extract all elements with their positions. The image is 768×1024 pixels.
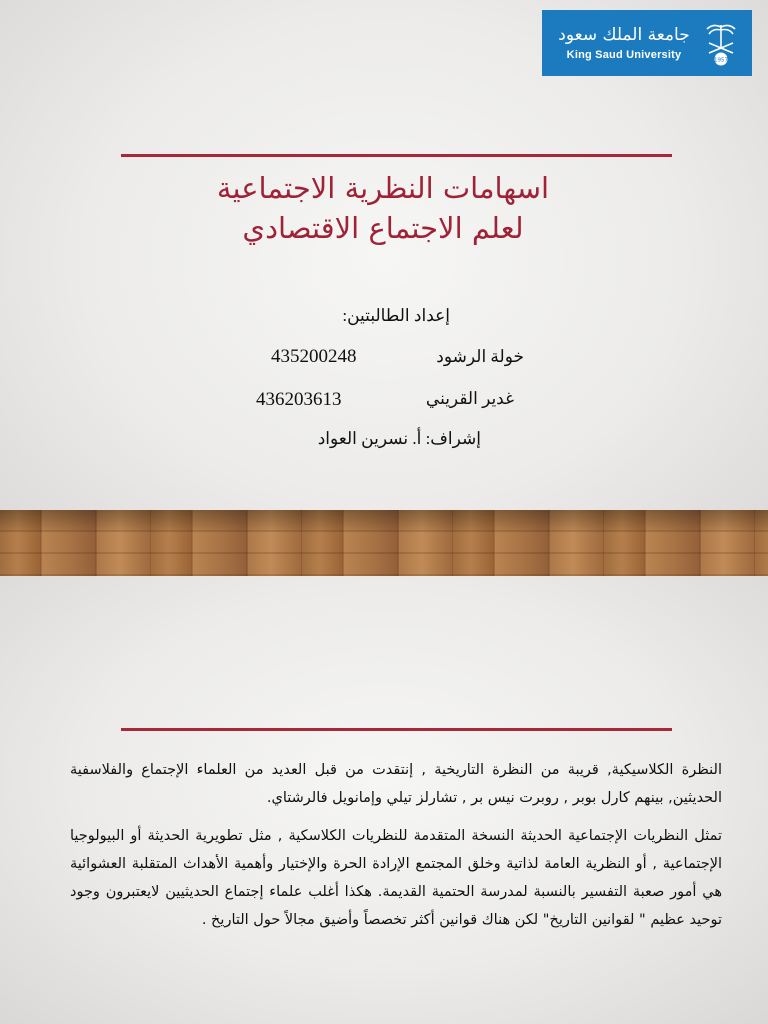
- prepared-by-label: إعداد الطالبتين:: [342, 306, 450, 325]
- logo-english-name: King Saud University: [566, 48, 682, 61]
- title-line-2: لعلم الاجتماع الاقتصادي: [242, 211, 524, 245]
- slide-content: [0, 576, 768, 1024]
- logo-text: [550, 26, 698, 61]
- paragraph-modern-theories: تمثل النظريات الإجتماعية الحديثة النسخة المتقدمة للنظريات الكلاسكية , مثل تطويرية الحديثة أو البيولوجيا الإجتماعية , أو النظرية العامة لذاتية وخلق المجتمع الإرادة الحرة والإختيار وأهمية الأهداث المتقلبة العشوائية هي أمور صعبة التفسير بالنسبة لمدرسة الحتمية القديمة. هكذا أغلب علماء إجتماع الحديثيين لايعتبرون وجود توحيد عظيم " لقوانين التاريخ" لكن هناك قوانين أكثر تخصصاً وأضيق مجالاً حول التاريخ .: [70, 828, 722, 928]
- university-logo: [542, 10, 752, 76]
- wood-floor-decoration: [0, 510, 768, 576]
- palm-swords-emblem-icon: [698, 18, 744, 68]
- student1-id: 435200248: [271, 346, 357, 367]
- student2-name: غدير القريني: [425, 389, 514, 408]
- student2-id: 436203613: [256, 389, 342, 410]
- title-line-1: اسهامات النظرية الاجتماعية: [216, 171, 550, 205]
- presentation-title: [100, 168, 666, 248]
- supervisor-label: إشراف: أ. نسرين العواد: [317, 429, 481, 448]
- title-divider-line: [121, 154, 672, 157]
- emblem-year: 1957: [714, 57, 728, 64]
- content-divider-line: [121, 728, 672, 731]
- student1-name: خولة الرشود: [436, 347, 524, 366]
- paragraph-classical-view: النظرة الكلاسيكية, قريبة من النظرة التاريخية , إنتقدت من قبل العديد من العلماء الإجتماع والفلاسفية الحديثين, بينهم كارل بوبر , روبرت نيس بر , تشارلز تيلي وإمانويل فالرشتاي.: [70, 762, 722, 806]
- logo-arabic-name: جامعة الملك سعود: [558, 24, 690, 45]
